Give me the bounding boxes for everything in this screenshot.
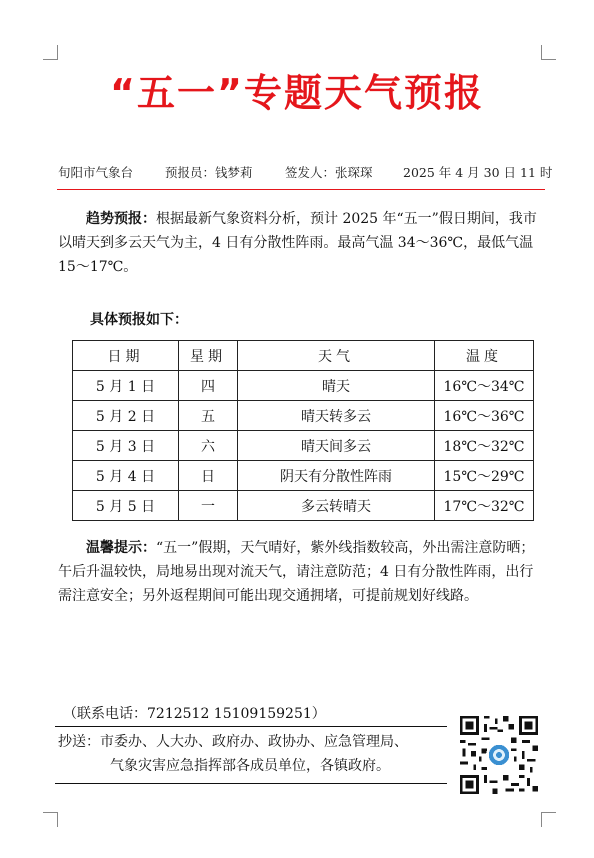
cell-date: 5 月 5 日 — [73, 491, 179, 521]
cell-temperature: 16℃～34℃ — [435, 371, 534, 401]
cell-date: 5 月 3 日 — [73, 431, 179, 461]
tips-text: “五一”假期，天气晴好，紫外线指数较高，外出需注意防晒；午后升温较快，局地易出现对流天气，请注意防范；4 日有分散性阵雨，出行需注意安全；另外返程期间可能出现交通拥堵，可提前规划好线路。 — [58, 540, 535, 604]
table-row — [73, 491, 534, 521]
document-title: “五一”专题天气预报 — [110, 71, 484, 115]
issuer: 签发人：张琛琛 — [285, 165, 373, 180]
cell-temperature: 16℃～36℃ — [435, 401, 534, 431]
cell-weekday: 日 — [179, 461, 238, 491]
cc-top-rule — [55, 726, 447, 727]
trend-text: 根据最新气象资料分析，预计 2025 年“五一”假日期间，我市以晴天到多云天气为主，4 日有分散性阵雨。最高气温 34～36℃，最低气温 15～17℃。 — [58, 211, 537, 275]
crop-mark-top-left — [43, 45, 58, 60]
cc-line-2: 气象灾害应急指挥部各成员单位，各镇政府。 — [110, 758, 390, 774]
cell-temperature: 18℃～32℃ — [435, 431, 534, 461]
contact-phone: （联系电话：7212512 15109159251） — [63, 706, 326, 722]
header-weather: 天气 — [238, 341, 435, 371]
table-row — [73, 431, 534, 461]
cell-date: 5 月 4 日 — [73, 461, 179, 491]
table-row — [73, 461, 534, 491]
cell-weather: 晴天 — [238, 371, 435, 401]
station-name: 旬阳市气象台 — [58, 165, 134, 180]
crop-mark-bottom-left — [43, 812, 58, 827]
table-header-row — [73, 341, 534, 371]
header-weekday: 星期 — [179, 341, 238, 371]
header-date: 日期 — [73, 341, 179, 371]
cell-weather: 晴天间多云 — [238, 431, 435, 461]
table-heading: 具体预报如下： — [90, 312, 188, 328]
cell-weekday: 六 — [179, 431, 238, 461]
cell-weekday: 一 — [179, 491, 238, 521]
cell-weekday: 五 — [179, 401, 238, 431]
table-row — [73, 401, 534, 431]
cell-weather: 阴天有分散性阵雨 — [238, 461, 435, 491]
trend-lead: 趋势预报： — [86, 211, 156, 227]
cell-weekday: 四 — [179, 371, 238, 401]
cc-bottom-rule — [55, 783, 447, 784]
cell-weather: 晴天转多云 — [238, 401, 435, 431]
tips-lead: 温馨提示： — [86, 540, 156, 556]
cell-date: 5 月 2 日 — [73, 401, 179, 431]
forecaster: 预报员：钱梦莉 — [165, 165, 253, 180]
header-temperature: 温度 — [435, 341, 534, 371]
forecast-table — [72, 340, 534, 521]
header-divider — [57, 189, 545, 190]
tips-paragraph — [58, 536, 544, 608]
issue-meta — [58, 163, 553, 183]
crop-mark-top-right — [541, 45, 556, 60]
cell-date: 5 月 1 日 — [73, 371, 179, 401]
trend-paragraph — [58, 207, 544, 279]
table-row — [73, 371, 534, 401]
cell-temperature: 15℃～29℃ — [435, 461, 534, 491]
cc-line-1: 抄送：市委办、人大办、政府办、政协办、应急管理局、 — [58, 734, 408, 750]
cell-temperature: 17℃～32℃ — [435, 491, 534, 521]
issue-datetime: 2025 年 4 月 30 日 11 时 — [403, 165, 553, 180]
cell-weather: 多云转晴天 — [238, 491, 435, 521]
crop-mark-bottom-right — [541, 812, 556, 827]
qr-code-icon — [460, 716, 538, 794]
